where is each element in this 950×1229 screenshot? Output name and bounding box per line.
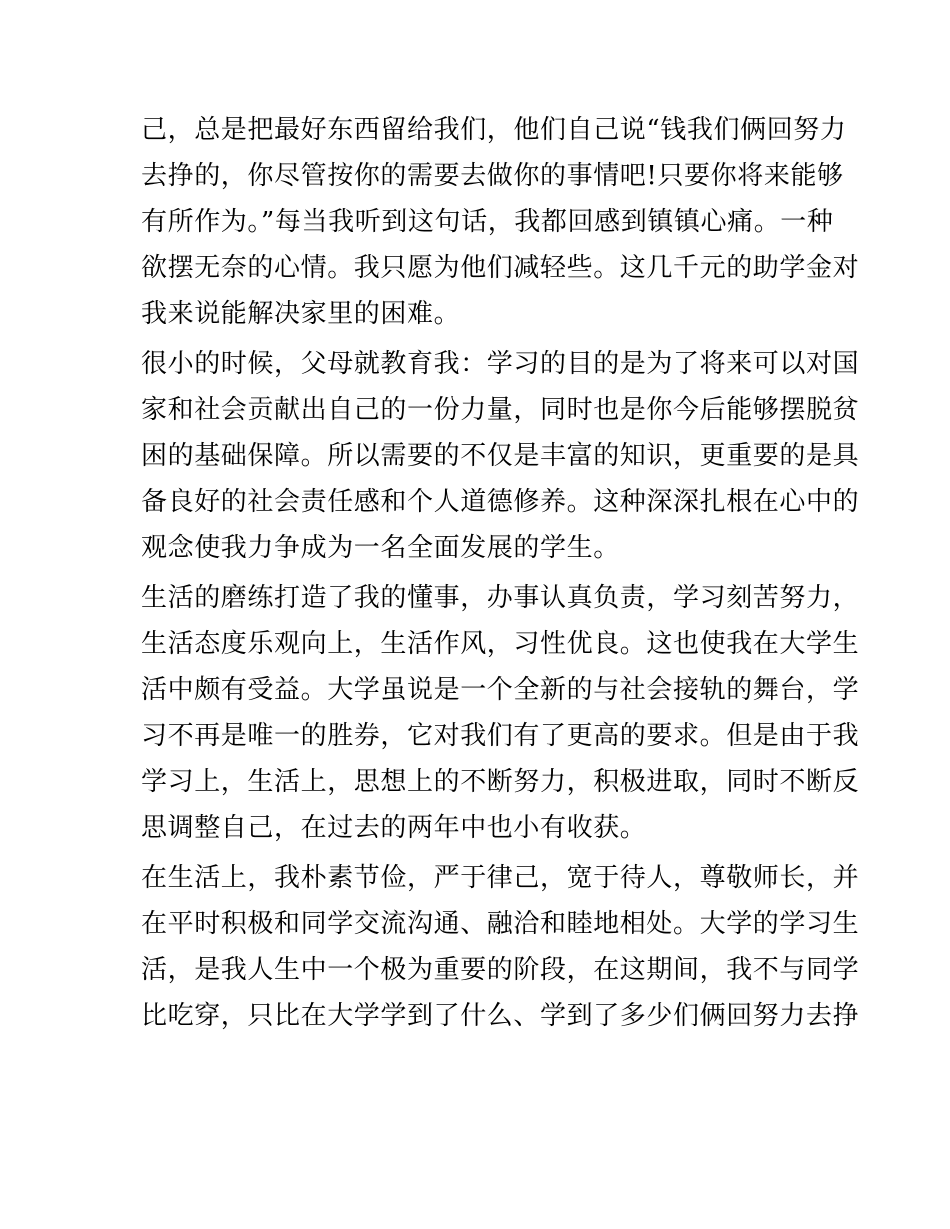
paragraph <box>141 575 860 851</box>
paragraph <box>141 855 860 1039</box>
text-line: 去挣的，你尽管按你的需要去做你的事情吧!只要你将来能够 <box>141 161 844 191</box>
text-line: 习不再是唯一的胜券，它对我们有了更高的要求。但是由于我 <box>141 721 860 751</box>
paragraph <box>141 107 860 337</box>
text-line: 困的基础保障。所以需要的不仅是丰富的知识，更重要的是具 <box>141 441 860 471</box>
text-line: 活，是我人生中一个极为重要的阶段，在这期间，我不与同学 <box>141 955 860 985</box>
text-line: 在生活上，我朴素节俭，严于律己，宽于待人，尊敬师长，并 <box>141 863 860 893</box>
text-line: 在平时积极和同学交流沟通、融洽和睦地相处。大学的学习生 <box>141 909 860 939</box>
text-line: 活中颇有受益。大学虽说是一个全新的与社会接轨的舞台，学 <box>141 675 860 705</box>
document-body <box>141 107 860 1039</box>
text-line: 有所作为。”每当我听到这句话，我都回感到镇镇心痛。一种 <box>141 207 834 237</box>
text-line: 学习上，生活上，思想上的不断努力，积极进取，同时不断反 <box>141 767 860 797</box>
text-line: 欲摆无奈的心情。我只愿为他们减轻些。这几千元的助学金对 <box>141 253 860 283</box>
text-line: 观念使我力争成为一名全面发展的学生。 <box>141 533 620 563</box>
text-line: 我来说能解决家里的困难。 <box>141 299 461 329</box>
text-line: 备良好的社会责任感和个人道德修养。这种深深扎根在心中的 <box>141 487 860 517</box>
text-line: 家和社会贡献出自己的一份力量，同时也是你今后能够摆脱贫 <box>141 395 860 425</box>
text-line: 很小的时候，父母就教育我：学习的目的是为了将来可以对国 <box>141 349 860 379</box>
text-line: 生活态度乐观向上，生活作风，习性优良。这也使我在大学生 <box>141 629 860 659</box>
text-line: 思调整自己，在过去的两年中也小有收获。 <box>141 813 647 843</box>
paragraph <box>141 341 860 571</box>
text-line: 生活的磨练打造了我的懂事，办事认真负责，学习刻苦努力， <box>141 583 860 613</box>
text-line: 比吃穿，只比在大学学到了什么、学到了多少们俩回努力去挣 <box>141 1001 860 1031</box>
text-line: 己，总是把最好东西留给我们，他们自己说“钱我们俩回努力 <box>141 115 847 145</box>
